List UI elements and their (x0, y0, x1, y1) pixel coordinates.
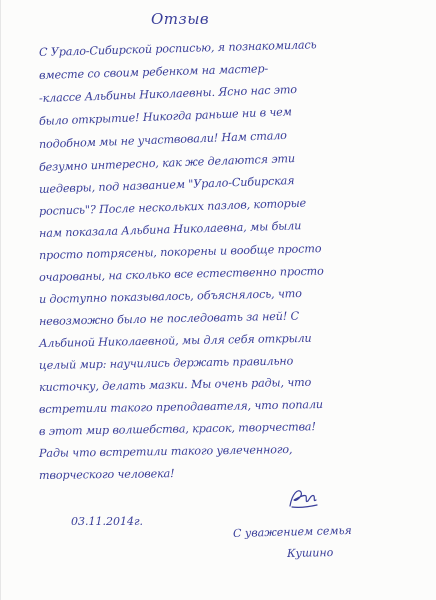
letter-title: Отзыв (151, 10, 210, 28)
body-line: нам показала Альбина Николаевна, мы были (38, 219, 302, 240)
body-line: кисточку, делать мазки. Мы очень рады, что (38, 375, 312, 394)
body-line: в этот мир волшебства, красок, творчества! (38, 420, 316, 438)
letter-date: 03.11.2014г. (71, 515, 144, 528)
body-line: подобном мы не участвовали! Нам стало (38, 128, 288, 151)
body-line: -классе Альбины Николаевны. Ясно нас это (38, 82, 298, 105)
body-line: вместе со своим ребенком на мастер- (38, 62, 269, 82)
body-line: было открытие! Никогда раньше ни в чем (38, 105, 292, 128)
body-line: шедевры, под названием "Урало-Сибирская (38, 174, 295, 196)
body-line: безумно интересно, как же делаются эти (38, 152, 296, 174)
closing-family-name: Кушино (286, 546, 334, 560)
body-line: роспись"? После нескольких пазлов, которые (38, 196, 307, 218)
body-line: Рады что встретили такого увлеченного, (38, 443, 293, 460)
handwritten-signature-icon (286, 486, 320, 512)
body-line: невозможно было не последовать за ней! С (38, 309, 300, 328)
body-line: С Урало-Сибирской росписью, я познакомилась (38, 38, 317, 59)
body-line: творческого человека! (38, 467, 175, 482)
body-line: очарованы, на сколько все естественно просто (38, 264, 324, 284)
body-line: целый мир: научились держать правильно (38, 354, 294, 372)
closing-line: С уважением семья (232, 523, 352, 540)
body-line: встретили такого преподавателя, что попали (38, 398, 324, 416)
body-line: Альбиной Николаевной, мы для себя открыли (38, 331, 312, 350)
body-line: и доступно показывалось, объяснялось, что (38, 287, 302, 306)
body-line: просто потрясены, покорены и вообще просто (38, 242, 322, 262)
